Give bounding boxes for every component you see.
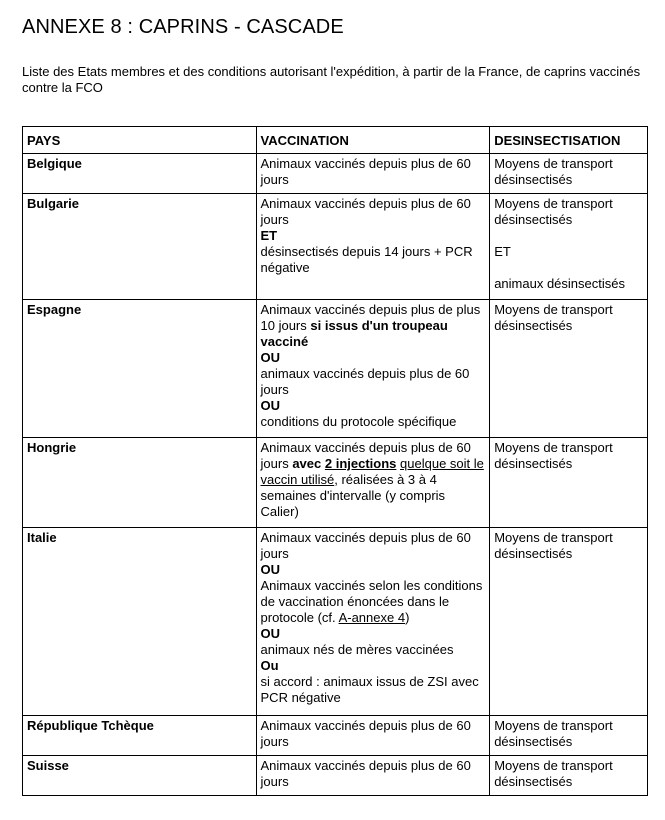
vaccination-text: Animaux vaccinés selon les conditions de vaccination énoncées dans le protocole (cf. [260,578,483,625]
country-cell: Suisse [23,756,257,796]
header-pays: PAYS [23,127,257,154]
intro-paragraph: Liste des Etats membres et des conditions autorisant l'expédition, à partir de la France, de caprins vaccinés contre la FCO [22,64,641,95]
vaccination-cell [256,756,490,796]
vaccination-condition: si issus d'un troupeau vacciné [260,318,448,349]
vaccination-cell [256,154,490,194]
vaccination-text: ) [405,610,410,625]
desinsect-text: Moyens de transport désinsectisés [494,156,613,187]
desinsect-cell [490,300,648,438]
vaccination-vaccin-utilise: quelque soit le vaccin utilisé [260,456,484,487]
table-row [23,716,648,756]
desinsect-text: Moyens de transport désinsectisés [494,758,613,789]
vaccination-cell [256,300,490,438]
table-row [23,438,648,528]
connector-ou: OU [260,350,281,365]
table-row [23,194,648,300]
vaccination-cell [256,438,490,528]
vaccination-text: Animaux vaccinés depuis plus de 60 jours [260,718,471,749]
table-row [23,300,648,438]
vaccination-text: conditions du protocole spécifique [260,414,457,429]
desinsect-text: animaux désinsectisés [494,276,625,291]
table-row [23,756,648,796]
desinsect-text: Moyens de transport désinsectisés [494,530,613,561]
country-cell: Bulgarie [23,194,257,300]
desinsect-text: Moyens de transport désinsectisés [494,302,613,333]
country-cell: Hongrie [23,438,257,528]
connector-et: ET [260,228,278,243]
table-row [23,154,648,194]
country-cell: République Tchèque [23,716,257,756]
header-vaccination: VACCINATION [256,127,490,154]
desinsect-text: Moyens de transport désinsectisés [494,196,613,227]
vaccination-cell [256,716,490,756]
desinsect-cell [490,756,648,796]
country-cell: Belgique [23,154,257,194]
vaccination-injections: 2 injections [324,456,397,471]
country-cell: Espagne [23,300,257,438]
vaccination-text: désinsectisés depuis 14 jours + PCR négative [260,244,473,275]
page-title: ANNEXE 8 : CAPRINS - CASCADE [22,16,344,38]
vaccination-text: Animaux vaccinés depuis plus de 60 jours [260,758,471,789]
connector-et: ET [494,244,511,259]
header-desinsectisation: DESINSECTISATION [490,127,648,154]
vaccination-text: animaux vaccinés depuis plus de 60 jours [260,366,470,397]
desinsect-cell [490,716,648,756]
vaccination-text: si accord : animaux issus de ZSI avec PCR négative [260,674,479,705]
desinsect-cell [490,154,648,194]
connector-ou: OU [260,626,281,641]
desinsect-text: Moyens de transport désinsectisés [494,718,613,749]
countries-table [22,126,648,796]
vaccination-text: , réalisées à 3 à 4 semaines d'intervalle (y compris Calier) [260,472,446,519]
vaccination-text: Animaux vaccinés depuis plus de 60 jours [260,440,471,471]
annex-link[interactable]: A-annexe 4 [338,610,406,625]
vaccination-cell [256,528,490,716]
desinsect-cell [490,438,648,528]
table-row [23,528,648,716]
desinsect-text: Moyens de transport désinsectisés [494,440,613,471]
vaccination-text: Animaux vaccinés depuis plus de 60 jours [260,156,471,187]
header-row [23,127,648,154]
vaccination-text: Animaux vaccinés depuis plus de 60 jours [260,196,471,227]
vaccination-cell [256,194,490,300]
connector-ou: OU [260,398,281,413]
desinsect-cell [490,194,648,300]
vaccination-text: Animaux vaccinés depuis plus de 60 jours [260,530,471,561]
vaccination-text: animaux nés de mères vaccinées [260,642,454,657]
connector-ou: OU [260,562,281,577]
vaccination-avec: avec [292,456,322,471]
desinsect-cell [490,528,648,716]
vaccination-text: Animaux vaccinés depuis plus de plus 10 jours [260,302,481,333]
country-cell: Italie [23,528,257,716]
connector-ou: Ou [260,658,279,673]
